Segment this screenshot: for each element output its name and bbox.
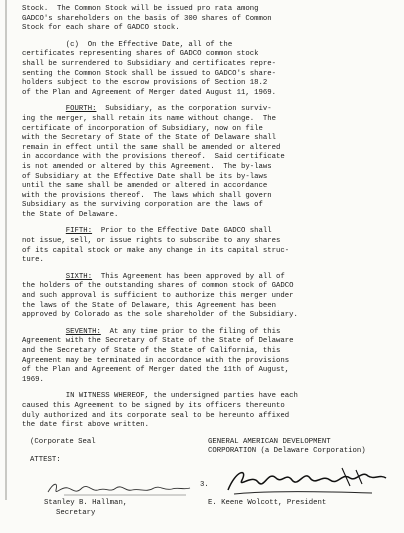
text-line: of Subsidiary at the Effective Date shall be its by-laws <box>22 172 268 181</box>
paragraph-c <box>22 41 390 99</box>
text-line: and the Secretary of State of the State of California, this <box>22 347 281 355</box>
text-line: caused this Agreement to be signed by its officers thereunto <box>22 401 285 410</box>
text-line: of the Plan and Agreement of Merger dated August 11, 1969. <box>22 88 276 97</box>
text-line: is not amended or altered by this Agreement. The by-laws <box>22 162 272 171</box>
text-line: the laws of the State of Delaware, this Agreement has been <box>22 301 276 310</box>
paragraph-stock <box>22 5 390 34</box>
text-line: the date first above written. <box>22 421 149 430</box>
text-line: in accordance with the provisions thereof. Said certificate <box>22 153 285 162</box>
text-line: the holders of the outstanding shares of common stock of GADCO <box>22 282 294 291</box>
text-line: until the same shall be amended or altered in accordance <box>22 182 268 191</box>
text-line: SIXTH: This Agreement has been approved by all of <box>65 272 285 281</box>
company-name: GENERAL AMERICAN DEVELOPMENT <box>208 437 331 446</box>
article-heading: SEVENTH: <box>65 327 101 336</box>
text-line: certificates representing shares of GADCO common stock <box>22 50 259 59</box>
text-line: holders subject to the escrow provisions of Section 18.2 <box>22 79 268 88</box>
page-number: 3. <box>200 481 209 489</box>
text-line: the State of Delaware. <box>22 210 119 219</box>
text-line: Subsidiary as the surviving corporation are the laws of <box>22 201 263 210</box>
text-line: ture. <box>22 256 44 265</box>
text-line: of its capital stock or make any change in its capital struc- <box>22 246 290 255</box>
text-line: GADCO's shareholders on the basis of 300 shares of Common <box>22 14 272 23</box>
secretary-title: Secretary <box>56 508 96 517</box>
article-heading: FOURTH: <box>65 105 97 114</box>
text-line: with the provisions thereof. The laws which shall govern <box>22 191 272 200</box>
text-line: and such approval is sufficient to authorize this merger under <box>22 292 294 301</box>
article-seventh <box>22 328 390 386</box>
article-heading: SIXTH: <box>65 272 93 281</box>
text-line: senting the Common Stock shall be issued to GADCO's share- <box>22 69 276 78</box>
text-line: Agreement may be terminated in accordance with the provisions <box>22 356 290 365</box>
president-name: E. Keene Wolcott, President <box>208 498 327 507</box>
article-fourth <box>22 105 390 220</box>
text-line: Agreement with the Secretary of State of the State of Delaware <box>22 337 294 346</box>
text-line: shall be surrendered to Subsidiary and certificates repre- <box>22 59 276 68</box>
secretary-name: Stanley B. Hallman, <box>44 498 128 507</box>
text-line: certificate of incorporation of Subsidiary, now on file <box>22 124 263 133</box>
text-line: ing the merger, shall retain its name without change. The <box>22 114 276 123</box>
text-line: 1969. <box>22 375 44 384</box>
corporate-seal-label: (Corporate Seal <box>30 437 96 446</box>
text-line: with the Secretary of State of the State of Delaware shall <box>22 134 276 143</box>
text-line: FOURTH: Subsidiary, as the corporation surviv- <box>65 105 272 114</box>
witness-clause <box>22 392 390 430</box>
secretary-signature-icon <box>44 478 194 500</box>
page-edge <box>5 0 7 500</box>
article-sixth <box>22 273 390 321</box>
text-line: not issue, sell, or issue rights to subscribe to any shares <box>22 237 281 246</box>
article-fifth <box>22 227 390 265</box>
article-heading: FIFTH: <box>65 227 93 236</box>
text-line: SEVENTH: At any time prior to the filing of this <box>65 327 281 336</box>
president-signature-icon <box>222 464 392 500</box>
text-line: Stock for each share of GADCO stock. <box>22 24 180 33</box>
text-line: duly authorized and its corporate seal to be hereunto affixed <box>22 411 290 420</box>
attest-label: ATTEST: <box>30 455 61 464</box>
text-line: remain in effect until the same shall be amended or altered <box>22 143 281 152</box>
text-line: FIFTH: Prior to the Effective Date GADCO shall <box>65 227 272 236</box>
text-line: approved by Colorado as the sole shareholder of the Subsidiary. <box>22 311 298 320</box>
text-line: of the Plan and Agreement of Merger dated the 11th of August, <box>22 366 290 375</box>
text-line: (c) On the Effective Date, all of the <box>22 40 233 49</box>
text-line: Stock. The Common Stock will be issued pro rata among <box>22 5 259 13</box>
company-name-line2: CORPORATION (a Delaware Corporation) <box>208 447 366 456</box>
text-line: IN WITNESS WHEREOF, the undersigned parties have each <box>22 392 298 401</box>
